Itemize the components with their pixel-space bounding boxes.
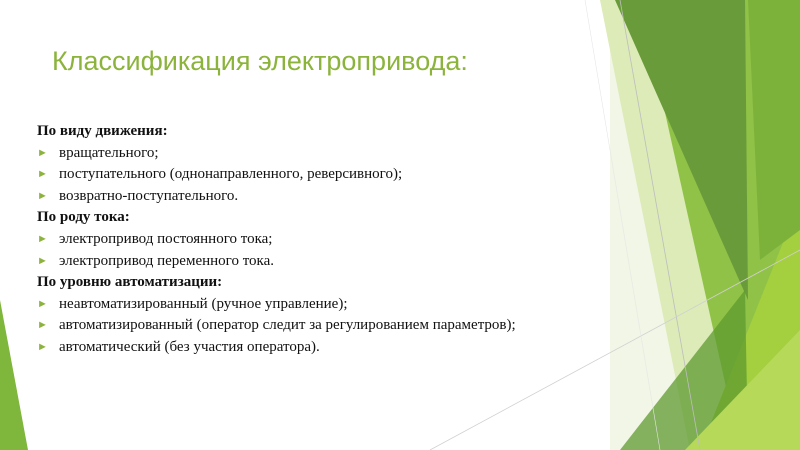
list-item: [37, 229, 601, 251]
list-item-text: вращательного;: [59, 144, 159, 161]
bullet-arrow-icon: ►: [37, 319, 48, 332]
list-item-text: электропривод постоянного тока;: [59, 230, 273, 247]
list-item: [37, 251, 601, 273]
bullet-arrow-icon: ►: [37, 297, 48, 310]
classification-list: [37, 121, 601, 359]
list-item: [37, 337, 601, 359]
list-item-text: неавтоматизированный (ручное управление);: [59, 295, 348, 312]
list-item: [37, 315, 601, 337]
bullet-arrow-icon: ►: [37, 146, 48, 159]
list-item-text: автоматический (без участия оператора).: [59, 338, 320, 355]
bullet-arrow-icon: ►: [37, 189, 48, 202]
list-item-text: возвратно-поступательного.: [59, 187, 239, 204]
list-item: [37, 294, 601, 316]
bullet-arrow-icon: ►: [37, 168, 48, 181]
section-heading-automation: По уровню автоматизации:: [37, 274, 223, 291]
left-green-strip: [0, 300, 28, 450]
bullet-arrow-icon: ►: [37, 340, 48, 353]
slide-title: Классификация электропривода:: [52, 46, 468, 76]
section-heading-current: По роду тока:: [37, 209, 130, 226]
list-item: [37, 186, 601, 208]
list-item-text: автоматизированный (оператор следит за регулированием параметров);: [59, 317, 516, 334]
section-heading-motion: По виду движения:: [37, 123, 168, 139]
list-item-text: поступательного (однонаправленного, реверсивного);: [59, 166, 403, 183]
bullet-arrow-icon: ►: [37, 232, 48, 245]
list-item-text: электропривод переменного тока.: [59, 252, 275, 269]
list-item: [37, 164, 601, 186]
list-item: [37, 143, 601, 165]
bullet-arrow-icon: ►: [37, 254, 48, 267]
